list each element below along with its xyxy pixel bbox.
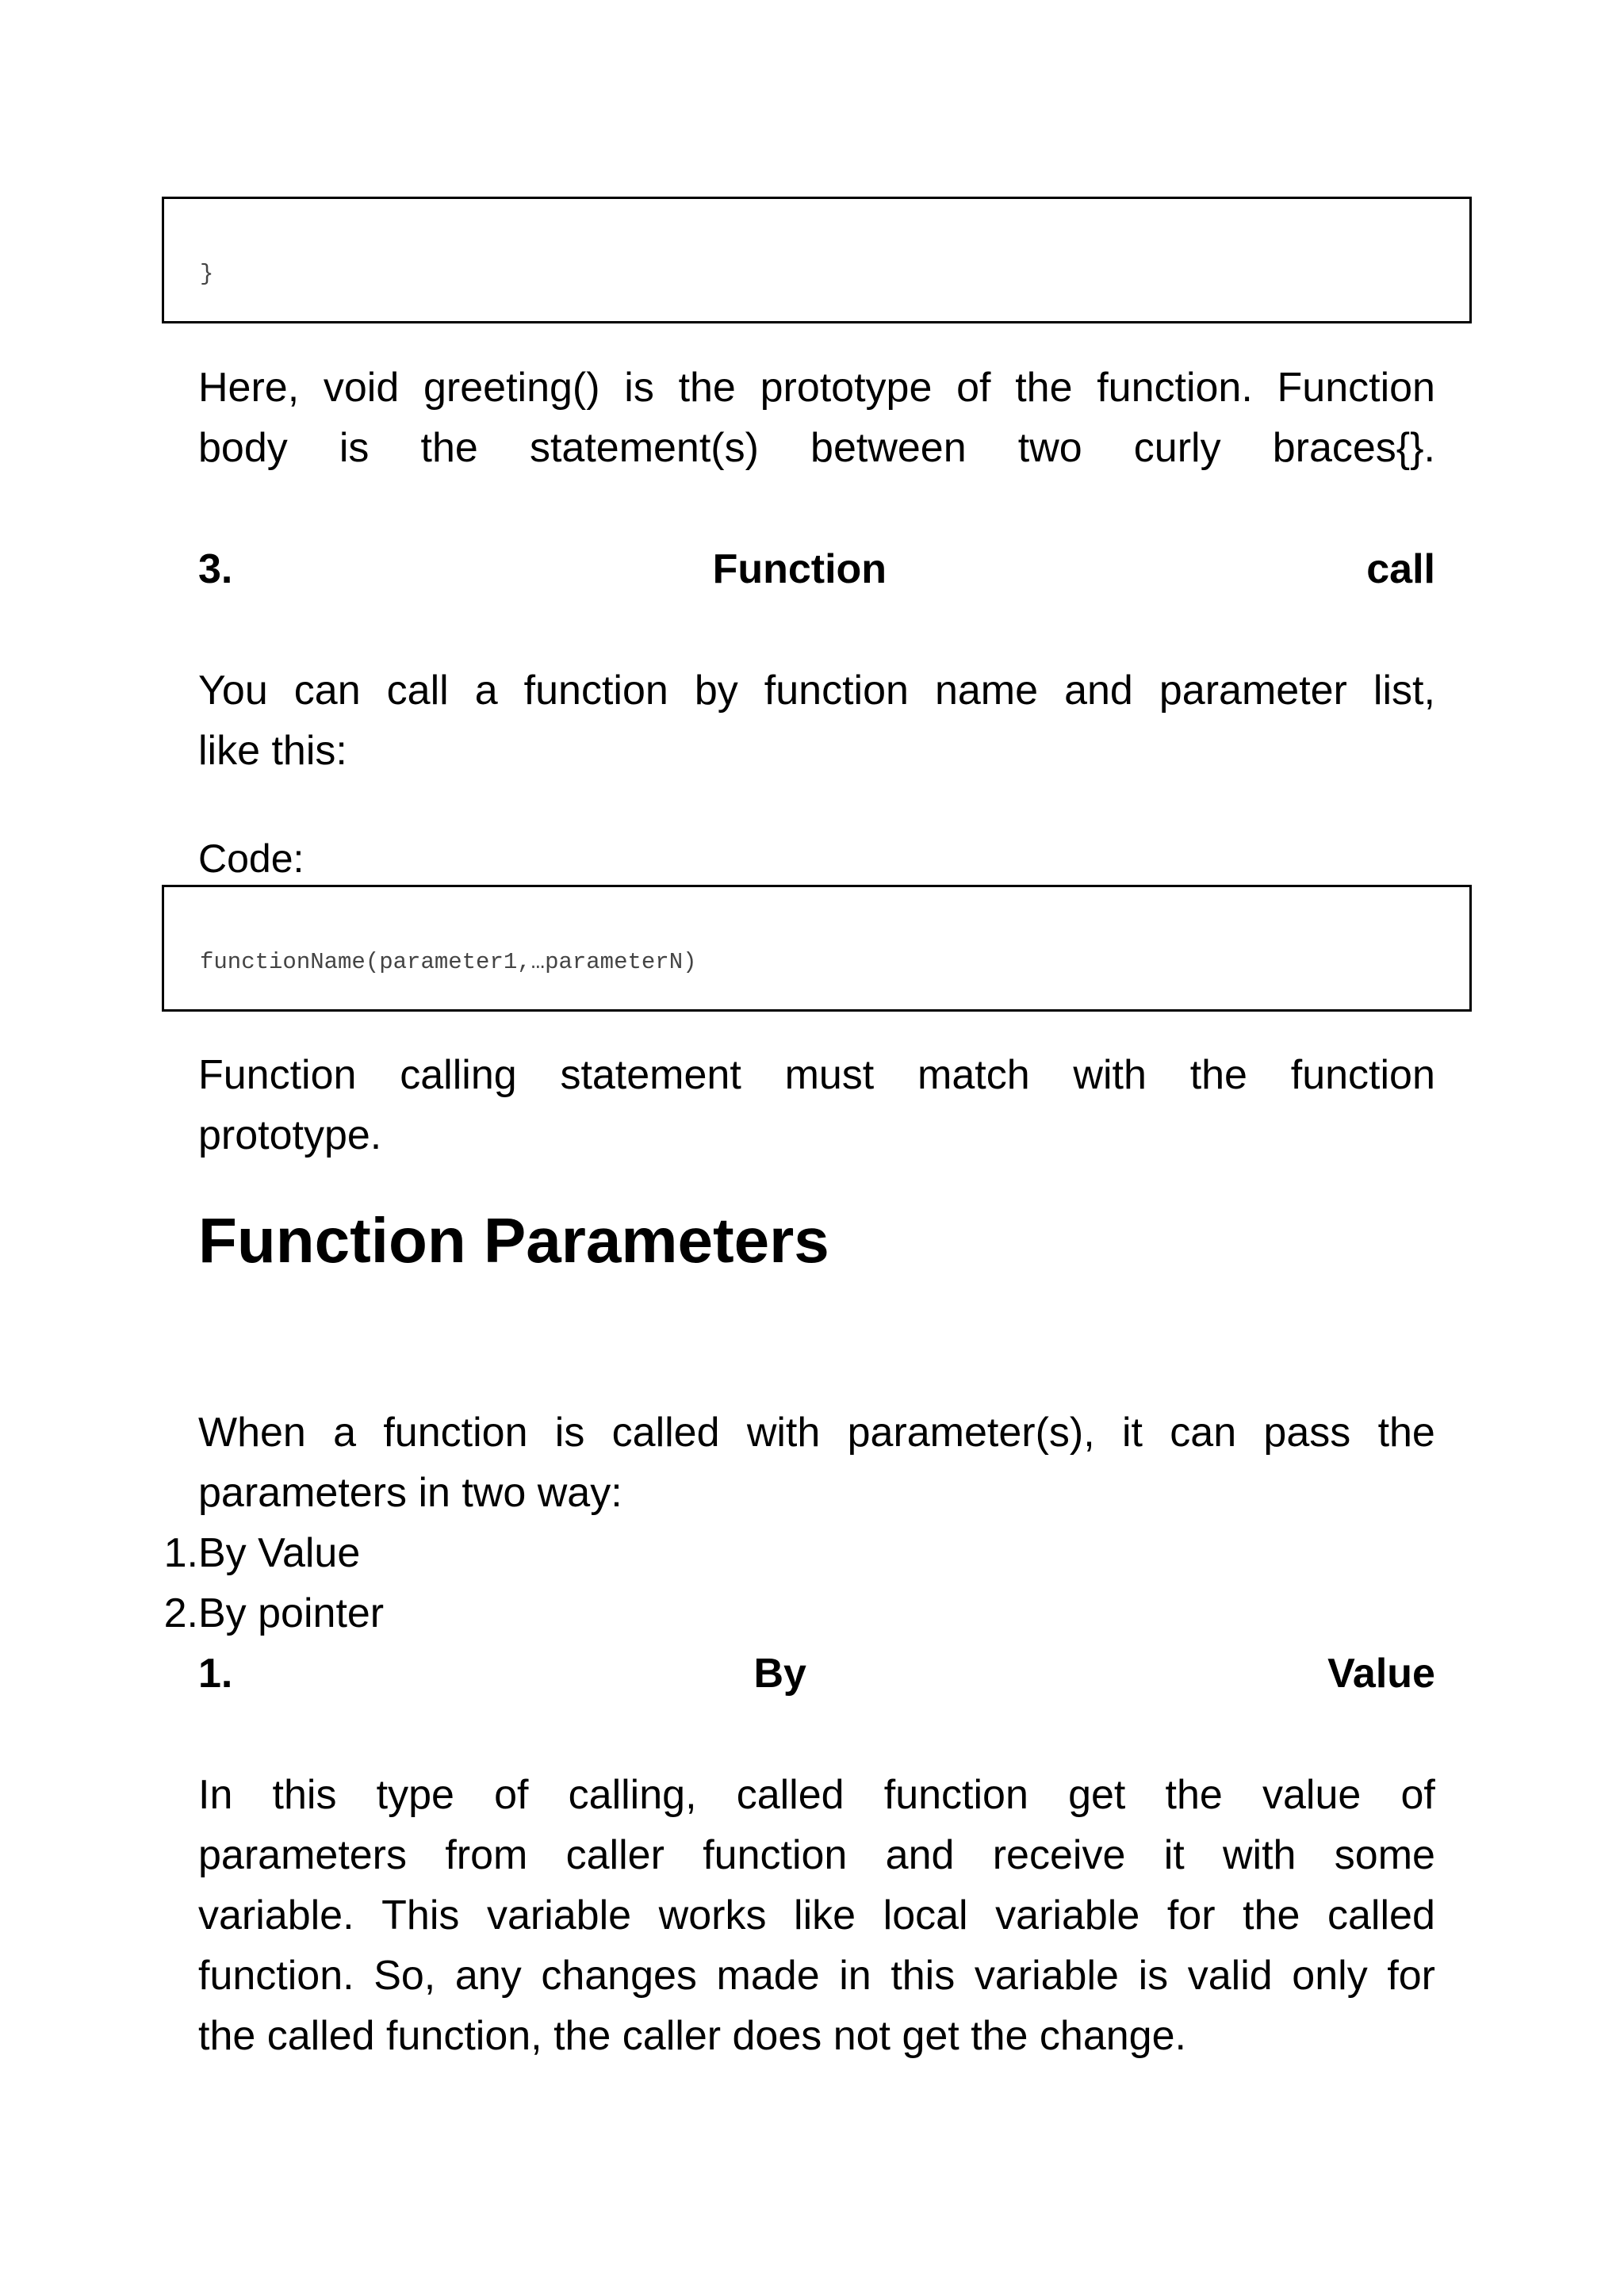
word: statement: [560, 1052, 741, 1098]
word: with: [1223, 1832, 1297, 1878]
paragraph-line: [198, 1402, 1435, 1463]
list-number: 1.: [163, 1530, 198, 1576]
paragraph-line: [198, 1765, 1435, 1825]
word: the: [1165, 1772, 1223, 1818]
word: function: [383, 1410, 528, 1456]
word: calling,: [568, 1772, 697, 1818]
list-text: By pointer: [198, 1590, 385, 1636]
word: call: [1366, 546, 1435, 592]
word: function: [523, 668, 668, 714]
word: function: [883, 1772, 1028, 1818]
word: this: [891, 1953, 956, 1999]
word: caller: [565, 1832, 665, 1878]
word: is: [554, 1410, 585, 1456]
word: 3.: [198, 546, 233, 592]
word: name: [934, 668, 1039, 714]
section-heading: [198, 1644, 1435, 1704]
word: function.: [1097, 365, 1253, 411]
word: type: [376, 1772, 454, 1818]
word: variable.: [198, 1892, 354, 1938]
word: two: [1017, 425, 1082, 471]
paragraph-line: [198, 1946, 1435, 2006]
word: by: [694, 668, 738, 714]
paragraph-line: [198, 1885, 1435, 1946]
word: it: [1121, 1410, 1143, 1456]
word: prototype: [760, 365, 933, 411]
word: must: [784, 1052, 875, 1098]
word: from: [445, 1832, 528, 1878]
word: By: [753, 1651, 806, 1697]
word: variable: [974, 1953, 1119, 1999]
word: and: [885, 1832, 955, 1878]
word: This: [381, 1892, 460, 1938]
ordered-list: [143, 1523, 384, 1644]
word: made: [716, 1953, 820, 1999]
code-block: [162, 885, 1472, 1012]
word: works: [658, 1892, 767, 1938]
word: local: [883, 1892, 968, 1938]
word: of: [1400, 1772, 1435, 1818]
word: changes: [541, 1953, 697, 1999]
word: curly: [1133, 425, 1221, 471]
word: greeting(): [423, 365, 600, 411]
word: function.: [198, 1953, 354, 1999]
word: variable: [486, 1892, 632, 1938]
paragraph-line: [198, 1045, 1435, 1105]
word: receive: [992, 1832, 1126, 1878]
code-text: }: [200, 261, 214, 287]
word: Function: [1277, 365, 1435, 411]
word: called: [1327, 1892, 1435, 1938]
code-label: Code:: [198, 836, 304, 881]
word: of: [956, 365, 991, 411]
word: a: [333, 1410, 357, 1456]
word: a: [474, 668, 498, 714]
word: void: [323, 365, 400, 411]
word: it: [1163, 1832, 1185, 1878]
word: list,: [1373, 668, 1435, 714]
word: is: [339, 425, 370, 471]
word: calling: [400, 1052, 517, 1098]
paragraph-line: [198, 1825, 1435, 1885]
word: You: [198, 668, 268, 714]
word: with: [746, 1410, 821, 1456]
word: is: [624, 365, 654, 411]
word: 1.: [198, 1651, 233, 1697]
word: between: [810, 425, 967, 471]
list-number: 2.: [163, 1590, 198, 1636]
word: function: [703, 1832, 848, 1878]
word: Here,: [198, 365, 300, 411]
word: and: [1064, 668, 1133, 714]
word: parameter: [1159, 668, 1347, 714]
list-text: By Value: [198, 1530, 361, 1576]
word: any: [454, 1953, 522, 1999]
word: called: [611, 1410, 720, 1456]
paragraph-line: the called function, the caller does not get the change.: [198, 2013, 1186, 2059]
paragraph-line: [198, 660, 1435, 721]
word: When: [198, 1410, 306, 1456]
word: braces{}.: [1272, 425, 1435, 471]
word: can: [293, 668, 361, 714]
word: called: [736, 1772, 845, 1818]
word: body: [198, 425, 288, 471]
word: this: [272, 1772, 337, 1818]
word: parameter(s),: [847, 1410, 1095, 1456]
word: In: [198, 1772, 233, 1818]
list-item: [143, 1583, 384, 1644]
code-block: [162, 197, 1472, 323]
word: the: [420, 425, 478, 471]
paragraph-line: parameters in two way:: [198, 1470, 622, 1516]
word: match: [917, 1052, 1030, 1098]
word: the: [678, 365, 736, 411]
word: of: [494, 1772, 529, 1818]
paragraph-line: like this:: [198, 728, 347, 774]
word: some: [1334, 1832, 1435, 1878]
word: for: [1387, 1953, 1435, 1999]
paragraph-line: [198, 418, 1435, 478]
word: the: [1377, 1410, 1435, 1456]
word: pass: [1263, 1410, 1351, 1456]
word: parameters: [198, 1832, 407, 1878]
word: the: [1243, 1892, 1300, 1938]
word: value: [1262, 1772, 1362, 1818]
word: function: [764, 668, 909, 714]
paragraph-line: prototype.: [198, 1112, 382, 1158]
word: for: [1166, 1892, 1216, 1938]
word: the: [1189, 1052, 1247, 1098]
word: can: [1170, 1410, 1237, 1456]
word: Function: [198, 1052, 357, 1098]
list-item: [143, 1523, 384, 1583]
word: call: [386, 668, 449, 714]
page-heading: Function Parameters: [198, 1205, 829, 1276]
word: like: [794, 1892, 856, 1938]
word: in: [839, 1953, 871, 1999]
word: get: [1068, 1772, 1126, 1818]
word: variable: [995, 1892, 1140, 1938]
word: So,: [373, 1953, 436, 1999]
section-heading: [198, 539, 1435, 599]
word: only: [1292, 1953, 1368, 1999]
code-text: functionName(parameter1,…parameterN): [200, 949, 697, 975]
word: Function: [712, 546, 887, 592]
word: valid: [1187, 1953, 1273, 1999]
word: statement(s): [529, 425, 759, 471]
word: the: [1015, 365, 1073, 411]
word: with: [1073, 1052, 1147, 1098]
word: Value: [1327, 1651, 1435, 1697]
word: function: [1290, 1052, 1435, 1098]
paragraph-line: [198, 358, 1435, 418]
word: is: [1138, 1953, 1169, 1999]
